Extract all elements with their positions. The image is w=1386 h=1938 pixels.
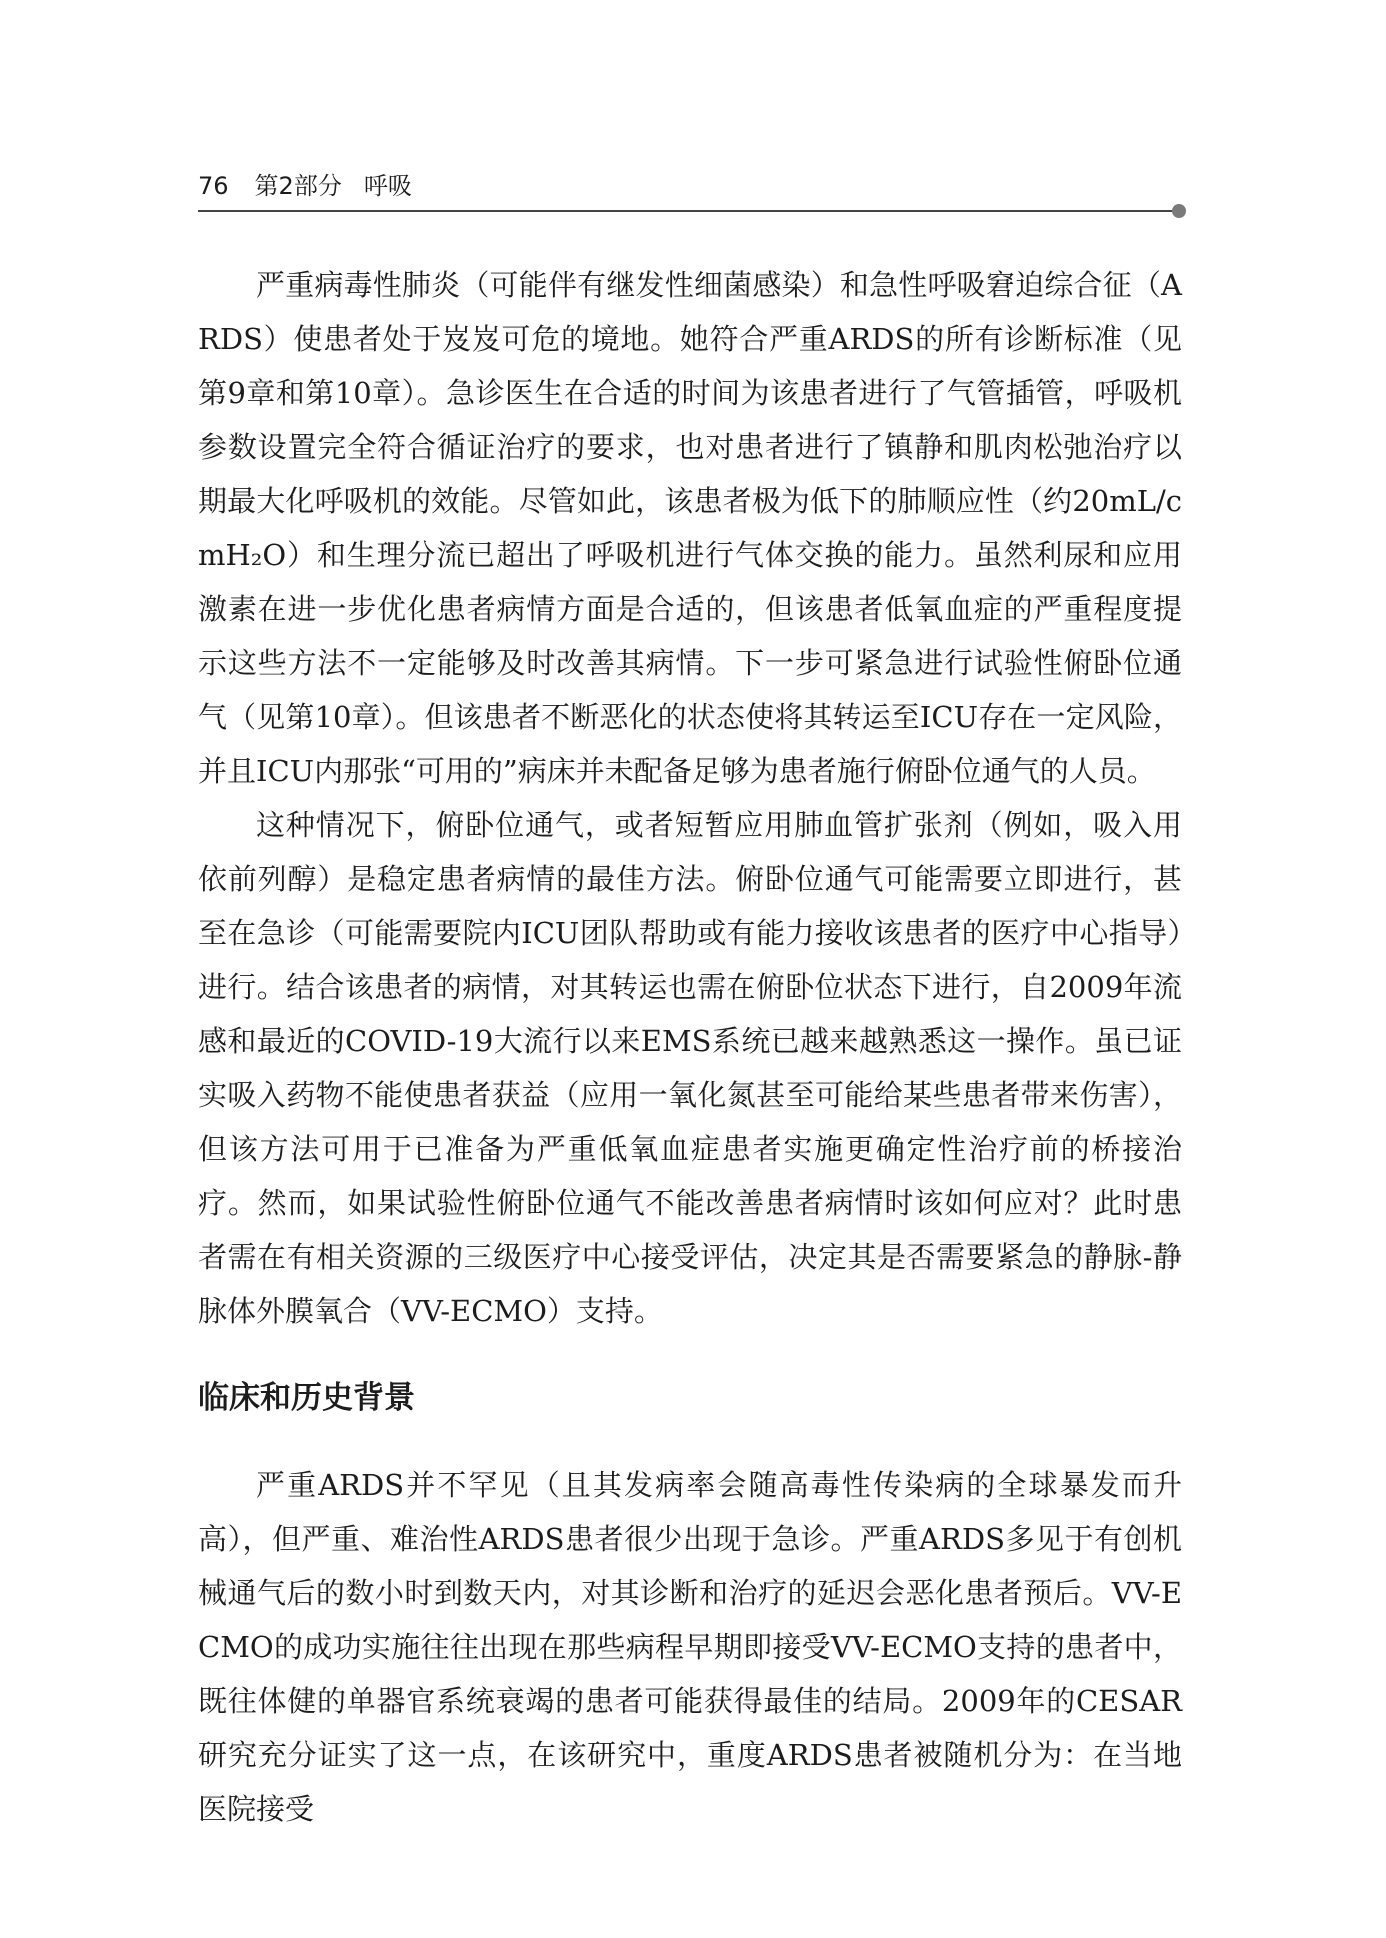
section-label: 呼吸	[363, 172, 412, 200]
section-heading: 临床和历史背景	[198, 1380, 415, 1416]
running-header	[198, 168, 1182, 210]
body-text	[198, 258, 1182, 1836]
header-rule	[198, 210, 1175, 212]
paragraph: 严重ARDS并不罕见（且其发病率会随高毒性传染病的全球暴发而升高），但严重、难治性ARDS患者很少出现于急诊。严重ARDS多见于有创机械通气后的数小时到数天内，对其诊断和治疗的延迟会恶化患者预后。VV-ECMO的成功实施往往出现在那些病程早期即接受VV-ECMO支持的患者中，既往体健的单器官系统衰竭的患者可能获得最佳的结局。2009年的CESAR研究充分证实了这一点，在该研究中，重度ARDS患者被随机分为：在当地医院接受	[198, 1468, 1182, 1826]
header-rule-dot	[1172, 204, 1186, 218]
page-number: 76	[198, 172, 229, 200]
paragraph: 严重病毒性肺炎（可能伴有继发性细菌感染）和急性呼吸窘迫综合征（ARDS）使患者处于岌岌可危的境地。她符合严重ARDS的所有诊断标准（见第9章和第10章）。急诊医生在合适的时间为该患者进行了气管插管，呼吸机参数设置完全符合循证治疗的要求，也对患者进行了镇静和肌肉松弛治疗以期最大化呼吸机的效能。尽管如此，该患者极为低下的肺顺应性（约20mL/cmH₂O）和生理分流已超出了呼吸机进行气体交换的能力。虽然利尿和应用激素在进一步优化患者病情方面是合适的，但该患者低氧血症的严重程度提示这些方法不一定能够及时改善其病情。下一步可紧急进行试验性俯卧位通气（见第10章）。但该患者不断恶化的状态使将其转运至ICU存在一定风险，并且ICU内那张“可用的”病床并未配备足够为患者施行俯卧位通气的人员。	[198, 268, 1182, 788]
part-label: 第2部分	[254, 172, 342, 200]
paragraph: 这种情况下，俯卧位通气，或者短暂应用肺血管扩张剂（例如，吸入用依前列醇）是稳定患者病情的最佳方法。俯卧位通气可能需要立即进行，甚至在急诊（可能需要院内ICU团队帮助或有能力接收该患者的医疗中心指导）进行。结合该患者的病情，对其转运也需在俯卧位状态下进行，自2009年流感和最近的COVID-19大流行以来EMS系统已越来越熟悉这一操作。虽已证实吸入药物不能使患者获益（应用一氧化氮甚至可能给某些患者带来伤害），但该方法可用于已准备为严重低氧血症患者实施更确定性治疗前的桥接治疗。然而，如果试验性俯卧位通气不能改善患者病情时该如何应对？此时患者需在有相关资源的三级医疗中心接受评估，决定其是否需要紧急的静脉-静脉体外膜氧合（VV-ECMO）支持。	[198, 808, 1182, 1328]
